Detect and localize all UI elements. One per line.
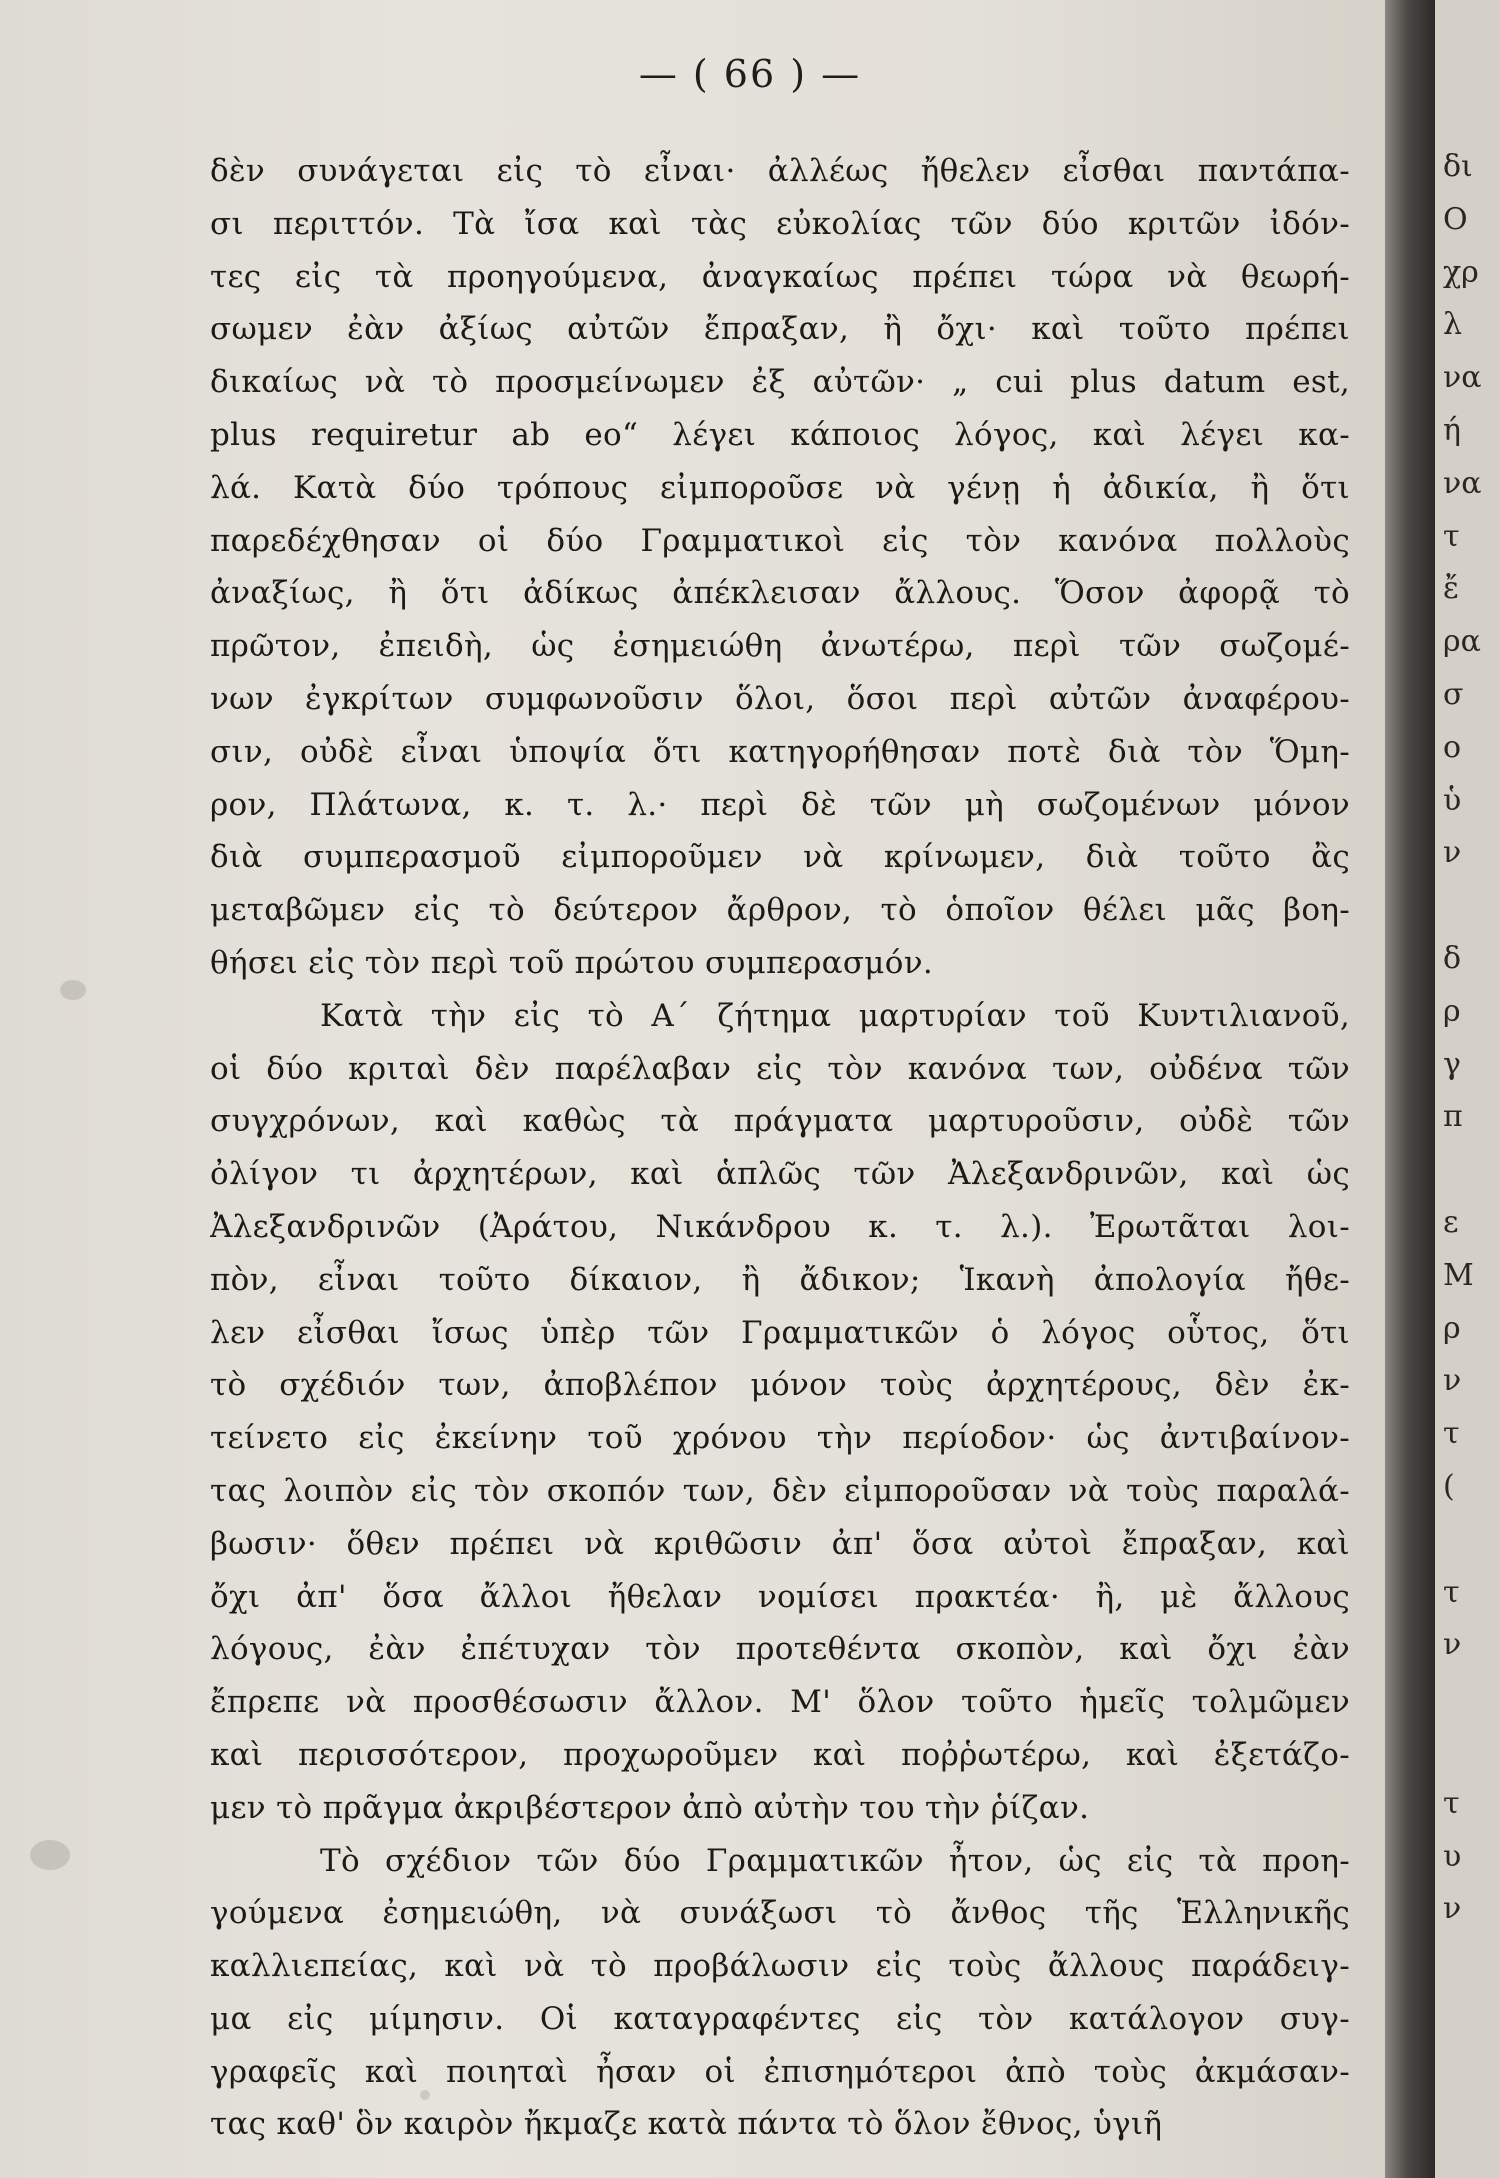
facing-page-fragment xyxy=(1443,1518,1500,1562)
text-line: πὸν, εἶναι τοῦτο δίκαιον, ἢ ἄδικον; Ἱκανὴ ἀπολογία ἤθε- xyxy=(210,1261,1350,1298)
text-line: ὄχι ἀπ' ὅσα ἄλλοι ἤθελαν νομίσει πρακτέα· ἢ, μὲ ἄλλους xyxy=(210,1578,1350,1615)
page-number: — ( 66 ) — xyxy=(638,52,862,96)
facing-page-fragment: να xyxy=(1443,465,1482,501)
facing-page-fragment: ν xyxy=(1443,1891,1462,1927)
facing-page-fragment xyxy=(1443,884,1500,928)
facing-page-fragment: ρ xyxy=(1443,993,1461,1029)
text-line: λεν εἶσθαι ἴσως ὑπὲρ τῶν Γραμματικῶν ὁ λόγος οὗτος, ὅτι xyxy=(210,1314,1350,1351)
text-line: τείνετο εἰς ἐκείνην τοῦ χρόνου τὴν περίοδον· ὡς ἀντιβαίνον- xyxy=(210,1420,1350,1457)
body-text xyxy=(210,145,1350,2151)
facing-page-fragment: ( xyxy=(1443,1469,1455,1504)
facing-page-edge xyxy=(1435,0,1500,2178)
facing-page-fragment: ν xyxy=(1443,1363,1462,1399)
text-line: ὀλίγον τι ἀρχητέρων, καὶ ἁπλῶς τῶν Ἀλεξανδρινῶν, καὶ ὡς xyxy=(210,1156,1350,1193)
facing-page-fragment: ν xyxy=(1443,835,1462,871)
text-line: λόγους, ἐὰν ἐπέτυχαν τὸν προτεθέντα σκοπὸν, καὶ ὄχι ἐὰν xyxy=(210,1631,1350,1668)
text-line: καλλιεπείας, καὶ νὰ τὸ προβάλωσιν εἰς τοὺς ἄλλους παράδειγ- xyxy=(210,1948,1350,1985)
facing-page-fragment xyxy=(1443,2046,1500,2090)
text-line: γούμενα ἐσημειώθη, νὰ συνάξωσι τὸ ἄνθος τῆς Ἑλληνικῆς xyxy=(210,1895,1350,1932)
facing-page-fragment: ο xyxy=(1443,729,1462,765)
paper-stain xyxy=(30,1840,70,1870)
facing-page-fragment: δι xyxy=(1443,149,1473,184)
facing-page-fragment: ὑ xyxy=(1443,782,1462,818)
facing-page-fragment xyxy=(1443,1940,1500,1984)
text-line: λά. Κατὰ δύο τρόπους εἰμποροῦσε νὰ γένῃ ἡ ἀδικία, ἢ ὅτι xyxy=(210,469,1350,506)
paper-stain xyxy=(60,980,86,1000)
facing-page-fragment: π xyxy=(1443,1099,1463,1135)
facing-page-fragment xyxy=(1443,2099,1500,2143)
facing-page-fragment: ρ xyxy=(1443,1310,1461,1346)
facing-page-fragment xyxy=(1443,1993,1500,2037)
facing-page-fragment: ή xyxy=(1443,413,1461,448)
text-line: συγχρόνων, καὶ καθὼς τὰ πράγματα μαρτυροῦσιν, οὐδὲ τῶν xyxy=(210,1103,1350,1140)
text-line: μεταβῶμεν εἰς τὸ δεύτερον ἄρθρον, τὸ ὁποῖον θέλει μᾶς βοη- xyxy=(210,892,1350,929)
text-line: διὰ συμπερασμοῦ εἰμποροῦμεν νὰ κρίνωμεν, διὰ τοῦτο ἂς xyxy=(210,839,1350,876)
facing-page-fragment: ρα xyxy=(1443,624,1481,660)
facing-page-fragment: τ xyxy=(1443,1785,1460,1821)
facing-page-fragment: τ xyxy=(1443,1574,1460,1610)
facing-page-fragment: ἔ xyxy=(1443,571,1460,607)
text-line: τας καθ' ὃν καιρὸν ἤκμαζε κατὰ πάντα τὸ ὅλον ἔθνος, ὑγιῆ xyxy=(210,2106,1163,2143)
text-line: ἀναξίως, ἢ ὅτι ἀδίκως ἀπέκλεισαν ἄλλους. Ὅσον ἀφορᾷ τὸ xyxy=(210,575,1350,612)
text-line: σωμεν ἐὰν ἀξίως αὐτῶν ἔπραξαν, ἢ ὄχι· καὶ τοῦτο πρέπει xyxy=(210,311,1350,348)
facing-page-fragment: γ xyxy=(1443,1046,1461,1082)
text-line: Τὸ σχέδιον τῶν δύο Γραμματικῶν ἦτον, ὡς εἰς τὰ προη- xyxy=(320,1842,1350,1879)
text-line: Κατὰ τὴν εἰς τὸ Α΄ ζήτημα μαρτυρίαν τοῦ Κυντιλιανοῦ, xyxy=(320,997,1350,1034)
text-line: καὶ περισσότερον, προχωροῦμεν καὶ ποῤῥωτέρω, καὶ ἐξετάζο- xyxy=(210,1736,1350,1773)
text-line: ρον, Πλάτωνα, κ. τ. λ.· περὶ δὲ τῶν μὴ σωζομένων μόνον xyxy=(210,786,1350,823)
text-line: plus requiretur ab eo“ λέγει κάποιος λόγος, καὶ λέγει κα- xyxy=(210,416,1350,453)
facing-page-fragment: υ xyxy=(1443,1838,1462,1874)
facing-page-fragment: δ xyxy=(1443,941,1462,976)
facing-page-fragment: σ xyxy=(1443,677,1464,712)
book-gutter xyxy=(1385,0,1435,2178)
facing-page-fragment xyxy=(1443,1676,1500,1720)
facing-page-fragment: χρ xyxy=(1443,254,1479,290)
facing-page-fragment: Μ xyxy=(1443,1257,1474,1293)
text-line: μα εἰς μίμησιν. Οἱ καταγραφέντες εἰς τὸν κατάλογον συγ- xyxy=(210,2000,1350,2037)
text-line: νων ἐγκρίτων συμφωνοῦσιν ὅλοι, ὅσοι περὶ αὐτῶν ἀναφέρου- xyxy=(210,680,1350,717)
facing-page-fragment xyxy=(1443,1148,1500,1192)
text-line: θήσει εἰς τὸν περὶ τοῦ πρώτου συμπερασμόν. xyxy=(210,944,933,981)
facing-page-fragment: ν xyxy=(1443,1627,1462,1663)
text-line: παρεδέχθησαν οἱ δύο Γραμματικοὶ εἰς τὸν κανόνα πολλοὺς xyxy=(210,522,1350,559)
text-line: σιν, οὐδὲ εἶναι ὑποψία ὅτι κατηγορήθησαν ποτὲ διὰ τὸν Ὅμη- xyxy=(210,733,1350,770)
text-line: βωσιν· ὅθεν πρέπει νὰ κριθῶσιν ἀπ' ὅσα αὐτοὶ ἔπραξαν, καὶ xyxy=(210,1525,1350,1562)
text-line: Ἀλεξανδρινῶν (Ἀράτου, Νικάνδρου κ. τ. λ.). Ἐρωτᾶται λοι- xyxy=(210,1208,1350,1245)
text-line: τὸ σχέδιόν των, ἀποβλέπον μόνον τοὺς ἀρχητέρους, δὲν ἐκ- xyxy=(210,1367,1350,1404)
text-line: σι περιττόν. Τὰ ἴσα καὶ τὰς εὐκολίας τῶν δύο κριτῶν ἰδόν- xyxy=(210,205,1350,242)
text-line: γραφεῖς καὶ ποιηταὶ ἦσαν οἱ ἐπισημότεροι ἀπὸ τοὺς ἀκμάσαν- xyxy=(210,2053,1350,2090)
text-line: πρῶτον, ἐπειδὴ, ὡς ἐσημειώθη ἀνωτέρω, περὶ τῶν σωζομέ- xyxy=(210,628,1350,665)
facing-page-fragment: τ xyxy=(1443,1416,1460,1452)
facing-page-fragment xyxy=(1443,1729,1500,1773)
facing-page-fragment: λ xyxy=(1443,307,1463,343)
text-line: ἔπρεπε νὰ προσθέσωσιν ἄλλον. Μ' ὅλον τοῦτο ἡμεῖς τολμῶμεν xyxy=(210,1684,1350,1721)
facing-page-fragment: τ xyxy=(1443,518,1460,554)
text-line: μεν τὸ πρᾶγμα ἀκριβέστερον ἀπὸ αὐτὴν του τὴν ῥίζαν. xyxy=(210,1789,1090,1826)
facing-page-fragment: ε xyxy=(1443,1205,1459,1240)
facing-page-fragment: Ο xyxy=(1443,201,1468,237)
text-line: τας λοιπὸν εἰς τὸν σκοπόν των, δὲν εἰμποροῦσαν νὰ τοὺς παραλά- xyxy=(210,1472,1350,1509)
text-line: οἱ δύο κριταὶ δὲν παρέλαβαν εἰς τὸν κανόνα των, οὐδένα τῶν xyxy=(210,1050,1350,1087)
facing-page-fragment: να xyxy=(1443,360,1482,396)
text-line: δικαίως νὰ τὸ προσμείνωμεν ἐξ αὐτῶν· „ cui plus datum est, xyxy=(210,364,1350,401)
text-line: δὲν συνάγεται εἰς τὸ εἶναι· ἀλλέως ἤθελεν εἶσθαι παντάπα- xyxy=(210,153,1350,189)
text-line: τες εἰς τὰ προηγούμενα, ἀναγκαίως πρέπει τώρα νὰ θεωρή- xyxy=(210,258,1350,295)
